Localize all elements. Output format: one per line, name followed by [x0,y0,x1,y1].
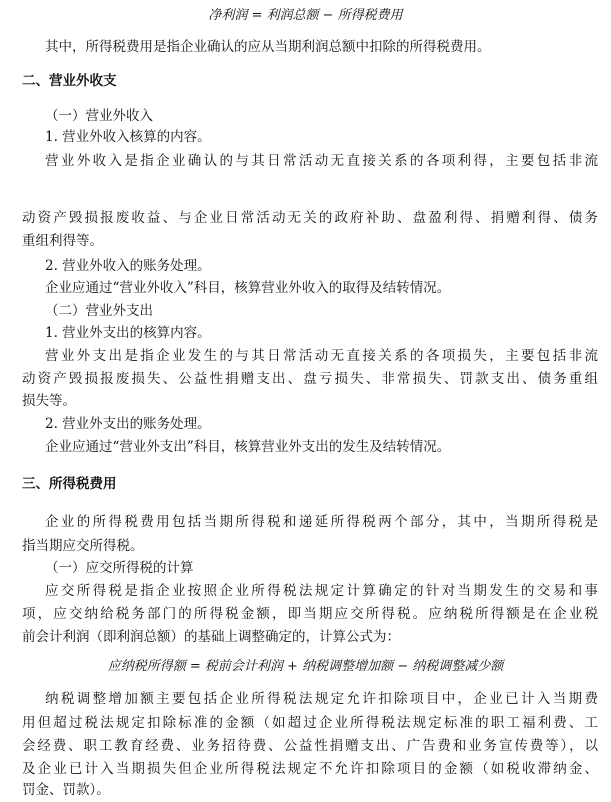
paragraph-line: 营业外支出是指企业发生的与其日常活动无直接关系的各项损失，主要包括非流 [45,348,598,364]
paragraph-line: 及企业已计入当期损失但企业所得税法规定不允许扣除项目的金额（如税收滞纳金、 [22,761,598,777]
paragraph-line: 损失等。 [22,393,76,409]
item-heading: 2. 营业外收入的账务处理。 [45,258,211,274]
item-heading: 1. 营业外收入核算的内容。 [45,129,211,145]
section-heading: 三、所得税费用 [22,476,117,492]
paragraph-line: 营业外收入是指企业确认的与其日常活动无直接关系的各项利得，主要包括非流 [45,153,598,169]
item-heading: 1. 营业外支出的核算内容。 [45,325,211,341]
paragraph-line: 企业应通过“营业外收入”科目，核算营业外收入的取得及结转情况。 [45,280,451,296]
paragraph-line: 重组利得等。 [22,233,103,249]
paragraph-line: 纳税调整增加额主要包括企业所得税法规定允许扣除项目中，企业已计入当期费 [45,691,598,707]
formula-net-profit: 净利润 = 利润总额 − 所得税费用 [208,8,403,23]
subsection-heading: （二）营业外支出 [45,303,153,319]
paragraph-line: 前会计利润（即利润总额）的基础上调整确定的，计算公式为： [22,629,400,645]
subsection-heading: （一）营业外收入 [45,108,153,124]
subsection-heading: （一）应交所得税的计算 [45,560,194,576]
item-heading: 2. 营业外支出的账务处理。 [45,416,211,432]
paragraph-line: 指当期应交所得税。 [22,538,144,554]
paragraph-line: 罚金、罚款）。 [22,782,110,798]
paragraph-line: 其中，所得税费用是指企业确认的应从当期利润总额中扣除的所得税费用。 [45,39,491,55]
paragraph-line: 动资产毁损报废损失、公益性捐赠支出、盘亏损失、非常损失、罚款支出、债务重组 [22,371,598,387]
formula-taxable-income: 应纳税所得额 = 税前会计利润 + 纳税调整增加额 − 纳税调整减少额 [107,659,504,674]
paragraph-line: 应交所得税是指企业按照企业所得税法规定计算确定的针对当期发生的交易和事 [45,583,598,599]
paragraph-line: 企业的所得税费用包括当期所得税和递延所得税两个部分，其中，当期所得税是 [45,514,598,530]
paragraph-line: 会经费、职工教育经费、业务招待费、公益性捐赠支出、广告费和业务宣传费等），以 [22,738,598,754]
section-heading: 二、营业外收支 [22,73,117,89]
paragraph-line: 动资产毁损报废收益、与企业日常活动无关的政府补助、盘盈利得、捐赠利得、债务 [22,210,598,226]
paragraph-line: 企业应通过“营业外支出”科目，核算营业外支出的发生及结转情况。 [45,439,451,455]
paragraph-line: 项，应交纳给税务部门的所得税金额，即当期应交所得税。应纳税所得额是在企业税 [22,606,598,622]
paragraph-line: 用但超过税法规定扣除标准的金额（如超过企业所得税法规定标准的职工福利费、工 [22,715,598,731]
